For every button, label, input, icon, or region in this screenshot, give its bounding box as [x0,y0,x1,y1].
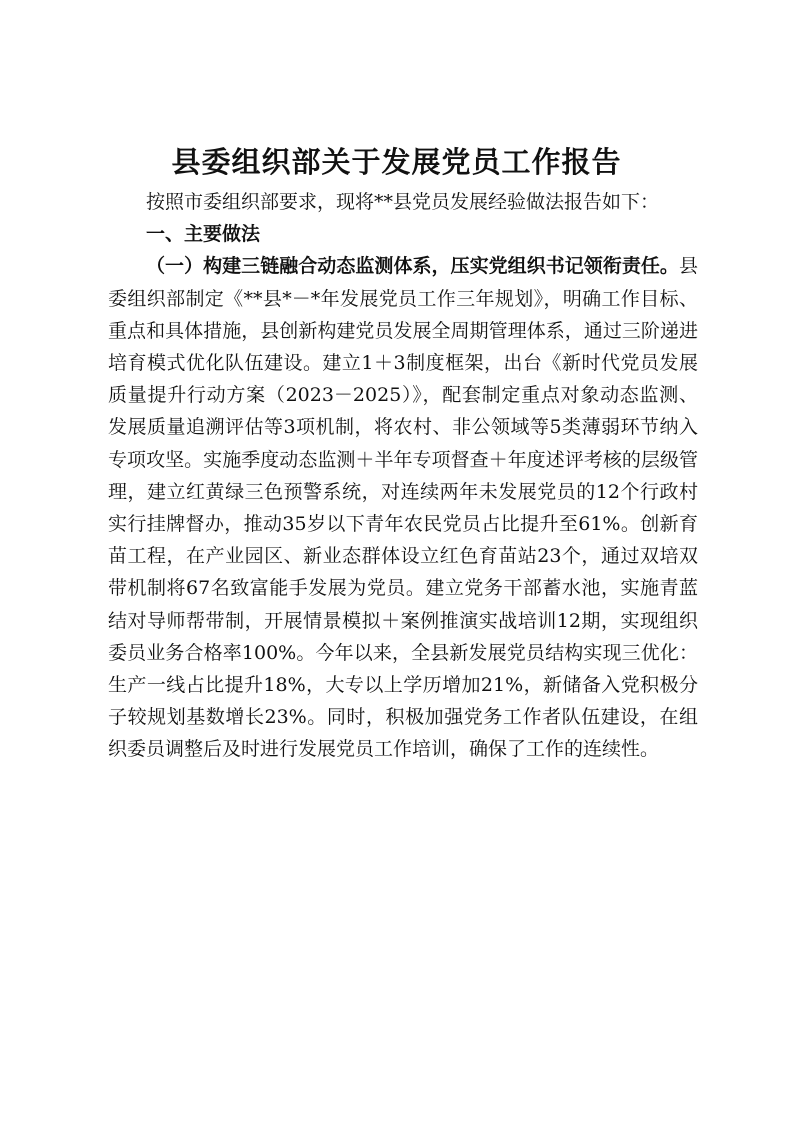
subsection-paragraph [108,250,698,765]
intro-paragraph: 按照市委组织部要求，现将**县党员发展经验做法报告如下： [146,191,660,213]
section-heading: 一、主要做法 [146,223,261,246]
document-title: 县委组织部关于发展党员工作报告 [171,145,622,179]
document-body [108,186,698,766]
subsection-body: 县委组织部制定《**县*－*年发展党员工作三年规划》，明确工作目标、重点和具体措施，县创新构建党员发展全周期管理体系，通过三阶递进培育模式优化队伍建设。建立1＋3制度框架，出台《新时代党员发展质量提升行动方案（2023－2025）》，配套制定重点对象动态监测、发展质量追溯评估等3项机制，将农村、非公领域等5类薄弱环节纳入专项攻坚。实施季度动态监测＋半年专项督查＋年度述评考核的层级管理，建立红黄绿三色预警系统，对连续两年未发展党员的12个行政村实行挂牌督办，推动35岁以下青年农民党员占比提升至61%。创新育苗工程，在产业园区、新业态群体设立红色育苗站23个，通过双培双带机制将67名致富能手发展为党员。建立党务干部蓄水池，实施青蓝结对导师帮带制，开展情景模拟＋案例推演实战培训12期，实现组织委员业务合格率100%。今年以来，全县新发展党员结构实现三优化：生产一线占比提升18%，大专以上学历增加21%，新储备入党积极分子较规划基数增长23%。同时，积极加强党务工作者队伍建设，在组织委员调整后及时进行发展党员工作培训，确保了工作的连续性。 [108,255,698,761]
subsection-lead: （一）构建三链融合动态监测体系，压实党组织书记领衔责任。 [146,255,679,278]
